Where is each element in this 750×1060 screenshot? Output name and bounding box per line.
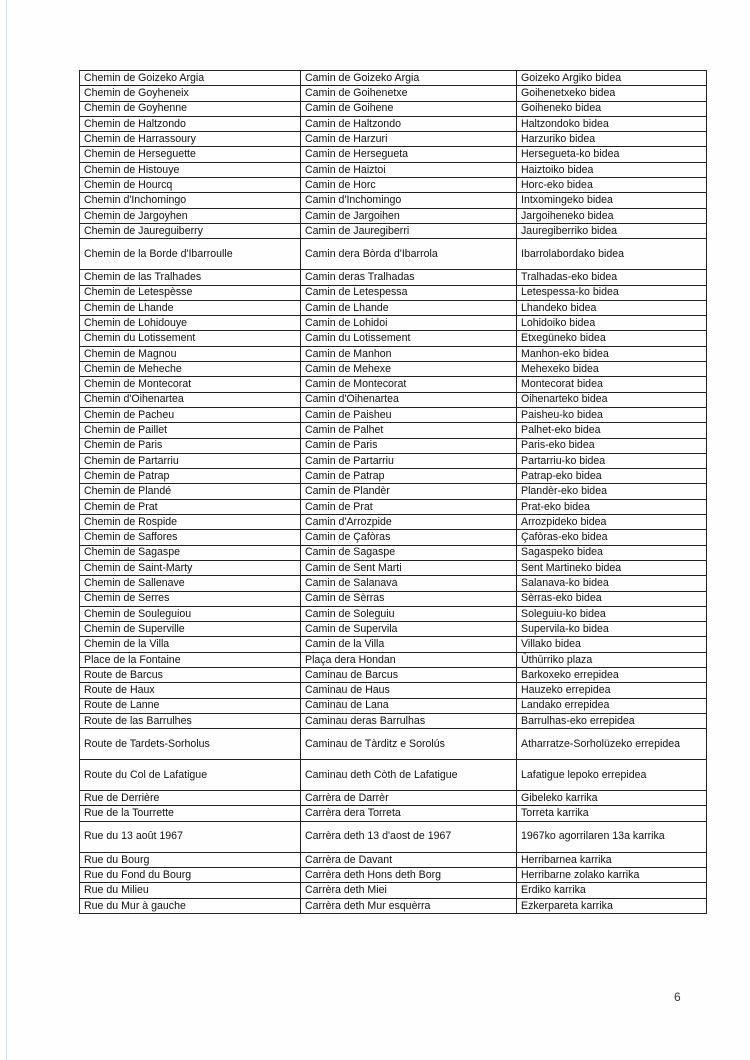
french-name-cell: Chemin de Paillet: [80, 423, 301, 438]
table-row: [80, 667, 707, 682]
table-row: [80, 101, 707, 116]
gascon-name-cell: Camin d'Oihenartea: [301, 392, 517, 407]
gascon-name-cell: Caminau de Haus: [301, 683, 517, 698]
table-row: [80, 515, 707, 530]
gascon-name-cell: Camin d'Inchomingo: [301, 193, 517, 208]
gascon-name-cell: Plaça dera Hondan: [301, 652, 517, 667]
table-row: [80, 469, 707, 484]
gascon-name-cell: Camin de Jauregiberri: [301, 223, 517, 238]
french-name-cell: Chemin de la Villa: [80, 637, 301, 652]
french-name-cell: Chemin de Histouye: [80, 162, 301, 177]
basque-name-cell: Manhon-eko bidea: [517, 346, 707, 361]
gascon-name-cell: Carrèra de Davant: [301, 852, 517, 867]
french-name-cell: Chemin d'Oihenartea: [80, 392, 301, 407]
basque-name-cell: Etxegüneko bidea: [517, 331, 707, 346]
table-row: [80, 622, 707, 637]
basque-name-cell: Partarriu-ko bidea: [517, 453, 707, 468]
french-name-cell: Chemin de Harrassoury: [80, 132, 301, 147]
basque-name-cell: Patrap-eko bidea: [517, 469, 707, 484]
french-name-cell: Route de las Barrulhes: [80, 713, 301, 728]
french-name-cell: Chemin de Lohidouye: [80, 316, 301, 331]
french-name-cell: Chemin d'Inchomingo: [80, 193, 301, 208]
table-row: [80, 484, 707, 499]
table-row: [80, 530, 707, 545]
basque-name-cell: Atharratze-Sorholüzeko errepidea: [517, 729, 707, 760]
street-names-table: [79, 70, 707, 914]
table-row: [80, 637, 707, 652]
gascon-name-cell: Camin deras Tralhadas: [301, 270, 517, 285]
gascon-name-cell: Caminau de Lana: [301, 698, 517, 713]
gascon-name-cell: Camin de Letespessa: [301, 285, 517, 300]
table-row: [80, 116, 707, 131]
french-name-cell: Chemin de Superville: [80, 622, 301, 637]
gascon-name-cell: Camin de Soleguiu: [301, 606, 517, 621]
gascon-name-cell: Carrèra deth Hons deth Borg: [301, 868, 517, 883]
french-name-cell: Chemin de Haltzondo: [80, 116, 301, 131]
table-row: [80, 239, 707, 270]
french-name-cell: Chemin de Sallenave: [80, 576, 301, 591]
table-row: [80, 346, 707, 361]
french-name-cell: Route de Lanne: [80, 698, 301, 713]
french-name-cell: Chemin de Serres: [80, 591, 301, 606]
basque-name-cell: Oihenarteko bidea: [517, 392, 707, 407]
gascon-name-cell: Camin d'Arrozpide: [301, 515, 517, 530]
table-row: [80, 883, 707, 898]
table-row: [80, 147, 707, 162]
basque-name-cell: Jargoiheneko bidea: [517, 208, 707, 223]
french-name-cell: Chemin de Herseguette: [80, 147, 301, 162]
basque-name-cell: Goihenetxeko bidea: [517, 86, 707, 101]
table-row: [80, 362, 707, 377]
gascon-name-cell: Camin de Patrap: [301, 469, 517, 484]
gascon-name-cell: Camin de Sagaspe: [301, 545, 517, 560]
basque-name-cell: Intxomingeko bidea: [517, 193, 707, 208]
french-name-cell: Chemin de la Borde d'Ibarroulle: [80, 239, 301, 270]
table-row: [80, 423, 707, 438]
table-row: [80, 760, 707, 791]
gascon-name-cell: Camin de Goizeko Argia: [301, 71, 517, 86]
french-name-cell: Chemin de Goyhenne: [80, 101, 301, 116]
table-row: [80, 193, 707, 208]
gascon-name-cell: Camin de Mehexe: [301, 362, 517, 377]
gascon-name-cell: Camin de Palhet: [301, 423, 517, 438]
gascon-name-cell: Carrèra deth Mur esquèrra: [301, 898, 517, 913]
basque-name-cell: Horc-eko bidea: [517, 178, 707, 193]
table-row: [80, 223, 707, 238]
gascon-name-cell: Camin de Sèrras: [301, 591, 517, 606]
basque-name-cell: Çafòras-eko bidea: [517, 530, 707, 545]
table-row: [80, 86, 707, 101]
gascon-name-cell: Camin de Supervila: [301, 622, 517, 637]
gascon-name-cell: Camin de Jargoihen: [301, 208, 517, 223]
gascon-name-cell: Camin de Prat: [301, 499, 517, 514]
french-name-cell: Chemin de Pacheu: [80, 407, 301, 422]
table-row: [80, 132, 707, 147]
basque-name-cell: Paisheu-ko bidea: [517, 407, 707, 422]
gascon-name-cell: Camin de la Villa: [301, 637, 517, 652]
gascon-name-cell: Carrèra de Darrèr: [301, 791, 517, 806]
gascon-name-cell: Camin du Lotissement: [301, 331, 517, 346]
french-name-cell: Rue du 13 août 1967: [80, 821, 301, 852]
french-name-cell: Chemin de Prat: [80, 499, 301, 514]
table-body: [80, 71, 707, 914]
basque-name-cell: Arrozpideko bidea: [517, 515, 707, 530]
basque-name-cell: Hauzeko errepidea: [517, 683, 707, 698]
basque-name-cell: 1967ko agorrilaren 13a karrika: [517, 821, 707, 852]
french-name-cell: Rue de la Tourrette: [80, 806, 301, 821]
table-row: [80, 438, 707, 453]
french-name-cell: Chemin de Partarriu: [80, 453, 301, 468]
basque-name-cell: Goiheneko bidea: [517, 101, 707, 116]
basque-name-cell: Sent Martineko bidea: [517, 560, 707, 575]
table-row: [80, 162, 707, 177]
gascon-name-cell: Camin de Plandèr: [301, 484, 517, 499]
gascon-name-cell: Camin dera Bòrda d'Ibarrola: [301, 239, 517, 270]
french-name-cell: Route de Barcus: [80, 667, 301, 682]
basque-name-cell: Jauregiberriko bidea: [517, 223, 707, 238]
basque-name-cell: Tralhadas-eko bidea: [517, 270, 707, 285]
french-name-cell: Chemin de Plandé: [80, 484, 301, 499]
table-row: [80, 591, 707, 606]
french-name-cell: Chemin de Paris: [80, 438, 301, 453]
gascon-name-cell: Carrèra dera Torreta: [301, 806, 517, 821]
table-row: [80, 791, 707, 806]
table-row: [80, 178, 707, 193]
basque-name-cell: Barrulhas-eko errepidea: [517, 713, 707, 728]
basque-name-cell: Salanava-ko bidea: [517, 576, 707, 591]
table-row: [80, 499, 707, 514]
basque-name-cell: Goizeko Argiko bidea: [517, 71, 707, 86]
french-name-cell: Chemin de Saffores: [80, 530, 301, 545]
gascon-name-cell: Caminau deth Còth de Lafatigue: [301, 760, 517, 791]
table-row: [80, 729, 707, 760]
basque-name-cell: Gibeleko karrika: [517, 791, 707, 806]
gascon-name-cell: Camin de Partarriu: [301, 453, 517, 468]
table-row: [80, 208, 707, 223]
basque-name-cell: Ezkerpareta karrika: [517, 898, 707, 913]
basque-name-cell: Haiztoiko bidea: [517, 162, 707, 177]
table-row: [80, 377, 707, 392]
table-row: [80, 606, 707, 621]
gascon-name-cell: Carrèra deth Miei: [301, 883, 517, 898]
french-name-cell: Chemin de Meheche: [80, 362, 301, 377]
gascon-name-cell: Camin de Lhande: [301, 300, 517, 315]
table-row: [80, 545, 707, 560]
page-edge-line: [6, 0, 7, 1060]
basque-name-cell: Ibarrolabordako bidea: [517, 239, 707, 270]
table-row: [80, 698, 707, 713]
french-name-cell: Route du Col de Lafatigue: [80, 760, 301, 791]
basque-name-cell: Haltzondoko bidea: [517, 116, 707, 131]
gascon-name-cell: Camin de Goihene: [301, 101, 517, 116]
gascon-name-cell: Camin de Montecorat: [301, 377, 517, 392]
table-row: [80, 821, 707, 852]
gascon-name-cell: Caminau de Barcus: [301, 667, 517, 682]
french-name-cell: Rue de Derrière: [80, 791, 301, 806]
basque-name-cell: Barkoxeko errepidea: [517, 667, 707, 682]
french-name-cell: Chemin de Goyheneix: [80, 86, 301, 101]
french-name-cell: Chemin de Jargoyhen: [80, 208, 301, 223]
french-name-cell: Chemin du Lotissement: [80, 331, 301, 346]
basque-name-cell: Landako errepidea: [517, 698, 707, 713]
table-row: [80, 453, 707, 468]
basque-name-cell: Ūthūrriko plaza: [517, 652, 707, 667]
gascon-name-cell: Camin de Salanava: [301, 576, 517, 591]
french-name-cell: Chemin de Jaureguiberry: [80, 223, 301, 238]
basque-name-cell: Herribarne zolako karrika: [517, 868, 707, 883]
french-name-cell: Chemin de Rospide: [80, 515, 301, 530]
french-name-cell: Chemin de Montecorat: [80, 377, 301, 392]
basque-name-cell: Paris-eko bidea: [517, 438, 707, 453]
table-row: [80, 285, 707, 300]
basque-name-cell: Herribarnea karrika: [517, 852, 707, 867]
table-row: [80, 300, 707, 315]
table-row: [80, 407, 707, 422]
gascon-name-cell: Camin de Haltzondo: [301, 116, 517, 131]
table-row: [80, 270, 707, 285]
gascon-name-cell: Camin de Goihenetxe: [301, 86, 517, 101]
basque-name-cell: Erdiko karrika: [517, 883, 707, 898]
table-row: [80, 392, 707, 407]
basque-name-cell: Hersegueta-ko bidea: [517, 147, 707, 162]
gascon-name-cell: Camin de Sent Marti: [301, 560, 517, 575]
table-row: [80, 898, 707, 913]
french-name-cell: Rue du Fond du Bourg: [80, 868, 301, 883]
gascon-name-cell: Camin de Manhon: [301, 346, 517, 361]
gascon-name-cell: Camin de Hersegueta: [301, 147, 517, 162]
gascon-name-cell: Camin de Harzuri: [301, 132, 517, 147]
gascon-name-cell: Caminau de Tàrditz e Sorolús: [301, 729, 517, 760]
table-row: [80, 806, 707, 821]
gascon-name-cell: Carrèra deth 13 d'aost de 1967: [301, 821, 517, 852]
french-name-cell: Chemin de Hourcq: [80, 178, 301, 193]
french-name-cell: Route de Tardets-Sorholus: [80, 729, 301, 760]
gascon-name-cell: Camin de Çafòras: [301, 530, 517, 545]
basque-name-cell: Supervila-ko bidea: [517, 622, 707, 637]
table-row: [80, 713, 707, 728]
french-name-cell: Rue du Milieu: [80, 883, 301, 898]
french-name-cell: Chemin de Magnou: [80, 346, 301, 361]
french-name-cell: Chemin de las Tralhades: [80, 270, 301, 285]
basque-name-cell: Lafatigue lepoko errepidea: [517, 760, 707, 791]
french-name-cell: Chemin de Patrap: [80, 469, 301, 484]
french-name-cell: Place de la Fontaine: [80, 652, 301, 667]
gascon-name-cell: Camin de Lohidoi: [301, 316, 517, 331]
gascon-name-cell: Caminau deras Barrulhas: [301, 713, 517, 728]
basque-name-cell: Sagaspeko bidea: [517, 545, 707, 560]
basque-name-cell: Villako bidea: [517, 637, 707, 652]
table-row: [80, 316, 707, 331]
french-name-cell: Chemin de Souleguiou: [80, 606, 301, 621]
basque-name-cell: Plandèr-eko bidea: [517, 484, 707, 499]
french-name-cell: Chemin de Letespèsse: [80, 285, 301, 300]
basque-name-cell: Harzuriko bidea: [517, 132, 707, 147]
gascon-name-cell: Camin de Horc: [301, 178, 517, 193]
french-name-cell: Chemin de Saint-Marty: [80, 560, 301, 575]
basque-name-cell: Torreta karrika: [517, 806, 707, 821]
basque-name-cell: Prat-eko bidea: [517, 499, 707, 514]
table-row: [80, 868, 707, 883]
basque-name-cell: Mehexeko bidea: [517, 362, 707, 377]
table-row: [80, 576, 707, 591]
basque-name-cell: Lhandeko bidea: [517, 300, 707, 315]
gascon-name-cell: Camin de Paisheu: [301, 407, 517, 422]
table-row: [80, 71, 707, 86]
basque-name-cell: Soleguiu-ko bidea: [517, 606, 707, 621]
gascon-name-cell: Camin de Haiztoi: [301, 162, 517, 177]
basque-name-cell: Palhet-eko bidea: [517, 423, 707, 438]
basque-name-cell: Lohidoiko bidea: [517, 316, 707, 331]
table-row: [80, 683, 707, 698]
basque-name-cell: Letespessa-ko bidea: [517, 285, 707, 300]
french-name-cell: Rue du Bourg: [80, 852, 301, 867]
table-row: [80, 560, 707, 575]
french-name-cell: Chemin de Sagaspe: [80, 545, 301, 560]
french-name-cell: Route de Haux: [80, 683, 301, 698]
table-row: [80, 652, 707, 667]
gascon-name-cell: Camin de Paris: [301, 438, 517, 453]
table-row: [80, 852, 707, 867]
french-name-cell: Chemin de Goizeko Argia: [80, 71, 301, 86]
french-name-cell: Rue du Mur à gauche: [80, 898, 301, 913]
basque-name-cell: Sèrras-eko bidea: [517, 591, 707, 606]
french-name-cell: Chemin de Lhande: [80, 300, 301, 315]
table-row: [80, 331, 707, 346]
basque-name-cell: Montecorat bidea: [517, 377, 707, 392]
page-number: 6: [674, 990, 681, 1004]
